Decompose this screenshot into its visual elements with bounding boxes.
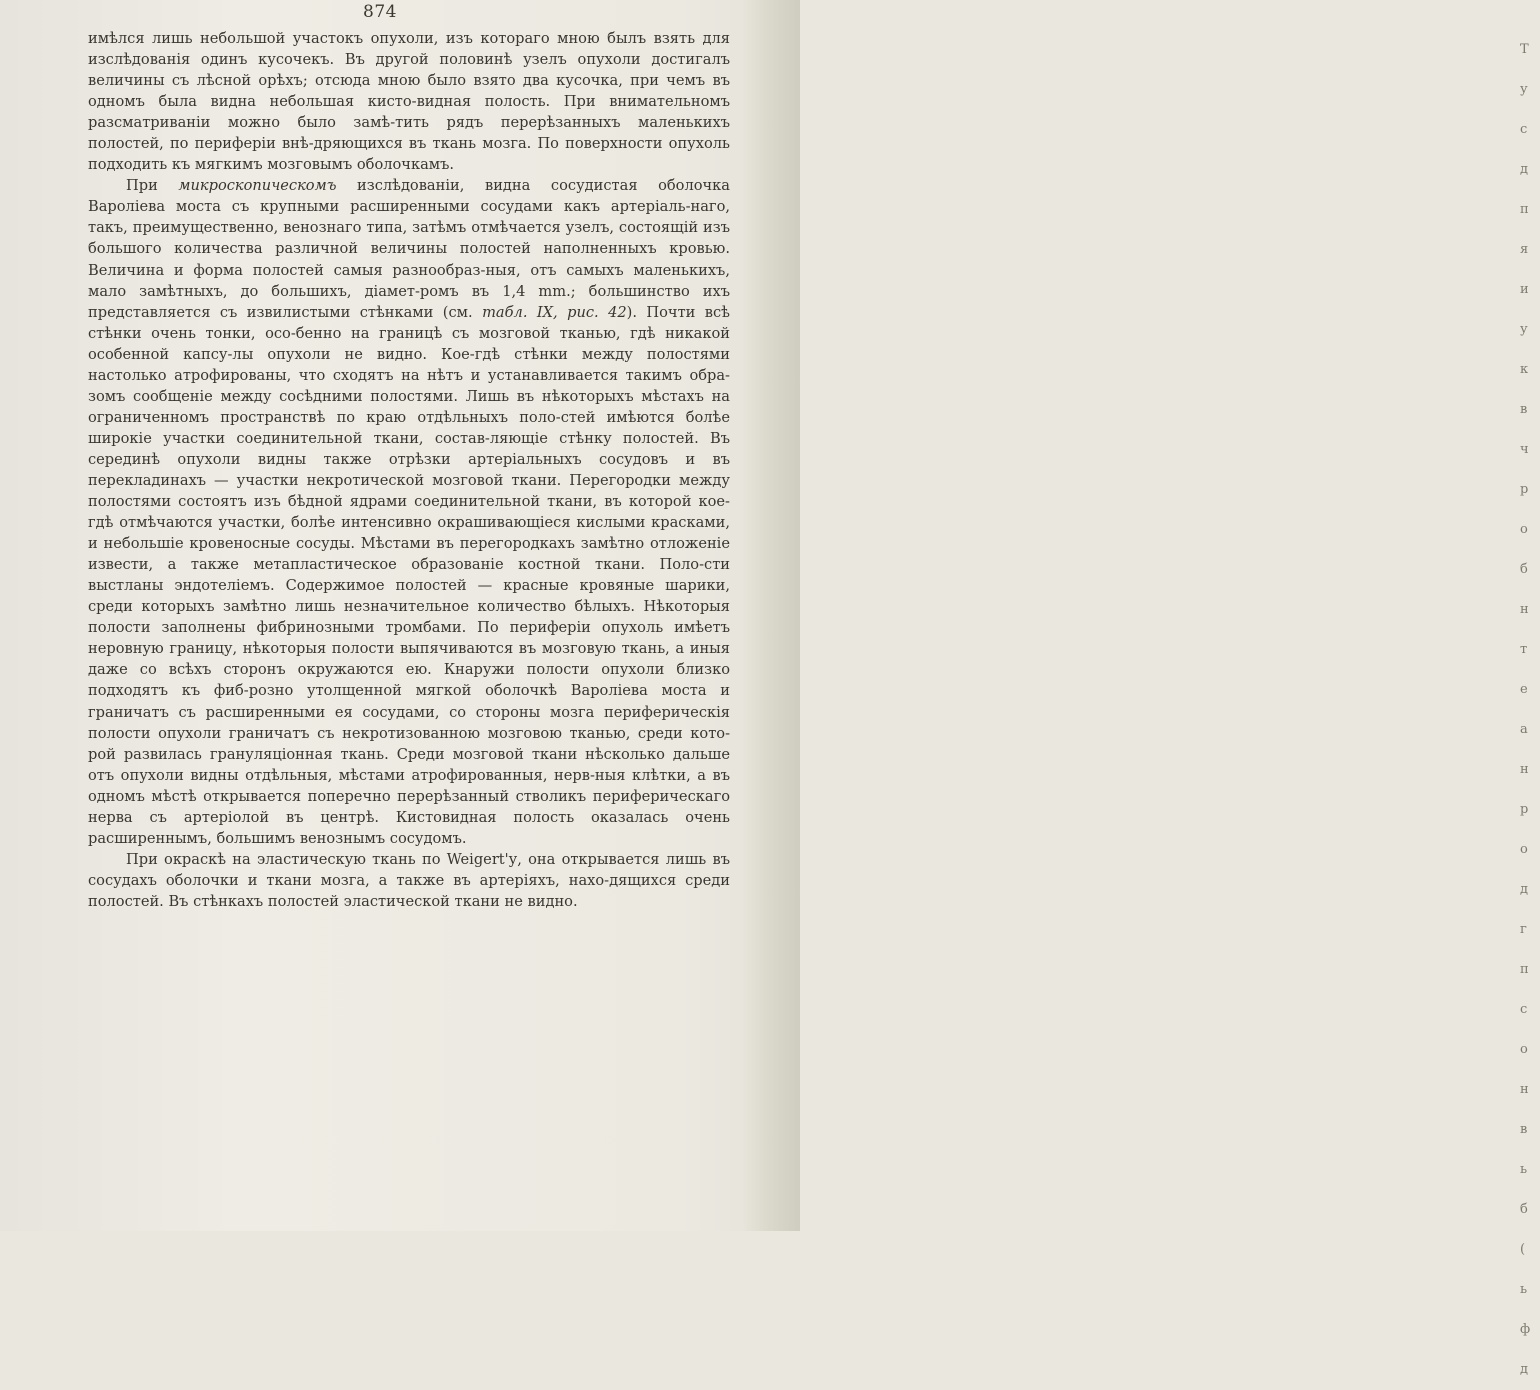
margin-letter: в	[1520, 1122, 1528, 1137]
margin-letter: и	[1520, 282, 1529, 297]
margin-letter: п	[1520, 962, 1529, 977]
margin-letter: р	[1520, 802, 1529, 817]
body-text	[88, 28, 730, 912]
italic-text: табл. IX, рис. 42	[482, 303, 627, 321]
margin-letter: д	[1520, 882, 1529, 897]
text-run: При	[126, 177, 179, 195]
paragraph	[88, 28, 730, 175]
margin-letter: н	[1520, 602, 1529, 617]
margin-letter: н	[1520, 1082, 1529, 1097]
margin-letter: б	[1520, 1202, 1528, 1217]
book-page	[0, 0, 800, 1231]
text-run: ). Почти всѣ стѣнки очень тонки, осо-бенно на границѣ съ мозговой тканью, гдѣ никакой особенной капсу-лы опухоли не видно. Кое-гдѣ стѣнки между полостями настолько атрофированы, что сходятъ на нѣтъ и устанавливается такимъ обра-зомъ сообщеніе между сосѣдними полостями. Лишь въ нѣкоторыхъ мѣстахъ на ограниченномъ пространствѣ по краю отдѣльныхъ поло-стей имѣются болѣе широкіе участки соединительной ткани, состав-ляющіе стѣнку полостей. Въ серединѣ опухоли видны также отрѣзки артеріальныхъ сосудовъ и въ перекладинахъ — участки некротической мозговой ткани. Перегородки между полостями состоятъ изъ бѣдной ядрами соединительной ткани, въ которой кое-гдѣ отмѣчаются участки, болѣе интенсивно окрашивающіеся кислыми красками, и небольшіе кровеносные сосуды. Мѣстами въ перегородкахъ замѣтно отложеніе извести, а также метапластическое образованіе костной ткани. Поло-сти выстланы эндотеліемъ. Содержимое полостей — красные кровяные шарики, среди которыхъ замѣтно лишь незначительное количество бѣлыхъ. Нѣкоторыя полости заполнены фибринозными тромбами. По периферіи опухоль имѣетъ неровную границу, нѣкоторыя полости выпячиваются въ мозговую ткань, а иныя даже со всѣхъ сторонъ окружаются ею. Кнаружи полости опухоли близко подходятъ къ фиб-розно утолщенной мягкой оболочкѣ Вароліева моста и граничатъ съ расширенными ея сосудами, со стороны мозга периферическія полости опухоли граничатъ съ некротизованною мозговою тканью, среди кото-рой развилась грануляціонная ткань. Среди мозговой ткани нѣсколько дальше отъ опухоли видны отдѣльныя, мѣстами атрофированныя, нерв-ныя клѣтки, а въ одномъ мѣстѣ открывается поперечно перерѣзанный стволикъ периферическаго нерва съ артеріолой въ центрѣ. Кистовидная полость оказалась очень расширеннымъ, большимъ венознымъ сосудомъ.	[88, 303, 730, 847]
margin-letter: о	[1520, 1042, 1528, 1057]
margin-letter: у	[1520, 82, 1528, 97]
margin-letter: р	[1520, 482, 1529, 497]
margin-letter: ь	[1520, 1282, 1528, 1297]
margin-letter: б	[1520, 562, 1528, 577]
adjacent-page-edge	[742, 0, 1531, 1377]
margin-letter: ч	[1520, 442, 1529, 457]
margin-letter: Т	[1520, 42, 1529, 57]
italic-text: микроскопическомъ	[178, 177, 337, 195]
margin-letter: ф	[1520, 1322, 1531, 1337]
margin-letter: п	[1520, 202, 1529, 217]
margin-letter: к	[1520, 362, 1529, 377]
text-run: изслѣдованіи, видна сосудистая оболочка Вароліева моста съ крупными расширенными сосудами какъ артеріаль-наго, такъ, преимущественно, венознаго типа, затѣмъ отмѣчается узелъ, состоящій изъ большого количества различной величины полостей наполненныхъ кровью. Величина и форма полостей самыя разнообраз-ныя, отъ самыхъ маленькихъ, мало замѣтныхъ, до большихъ, діамет-ромъ въ 1,4 mm.; большинство ихъ представляется съ извилистыми стѣнками (см.	[88, 177, 730, 321]
margin-letter: г	[1520, 922, 1527, 937]
margin-letter: (	[1520, 1242, 1526, 1257]
margin-letter: в	[1520, 402, 1528, 417]
margin-letter: е	[1520, 682, 1528, 697]
margin-letter: д	[1520, 1362, 1529, 1377]
margin-letter: т	[1520, 642, 1528, 657]
margin-letter: д	[1520, 162, 1529, 177]
margin-letter: ь	[1520, 1162, 1528, 1177]
page-number: 874	[363, 2, 397, 22]
text-run: При окраскѣ на эластическую ткань по Weigert'у, она открывается лишь въ сосудахъ оболочки и ткани мозга, а также въ артеріяхъ, нахо-дящихся среди полостей. Въ стѣнкахъ полостей эластической ткани не видно.	[88, 850, 730, 910]
paragraph	[88, 175, 730, 849]
margin-letter: с	[1520, 1002, 1528, 1017]
margin-letter: у	[1520, 322, 1528, 337]
text-run: имѣлся лишь небольшой участокъ опухоли, изъ котораго мною былъ взять для изслѣдованія одинъ кусочекъ. Въ другой половинѣ узелъ опухоли достигалъ величины съ лѣсной орѣхъ; отсюда мною было взято два кусочка, при чемъ въ одномъ была видна небольшая кисто-видная полость. При внимательномъ разсматриваніи можно было замѣ-тить рядъ перерѣзанныхъ маленькихъ полостей, по периферіи внѣ-дряющихся въ ткань мозга. По поверхности опухоль подходить къ мягкимъ мозговымъ оболочкамъ.	[88, 30, 730, 174]
margin-letter: а	[1520, 722, 1528, 737]
margin-letter: о	[1520, 522, 1528, 537]
paragraph	[88, 849, 730, 912]
margin-letter: н	[1520, 762, 1529, 777]
margin-letter: о	[1520, 842, 1528, 857]
margin-fragments	[1520, 30, 1540, 1390]
margin-letter: я	[1520, 242, 1529, 257]
margin-letter: с	[1520, 122, 1528, 137]
